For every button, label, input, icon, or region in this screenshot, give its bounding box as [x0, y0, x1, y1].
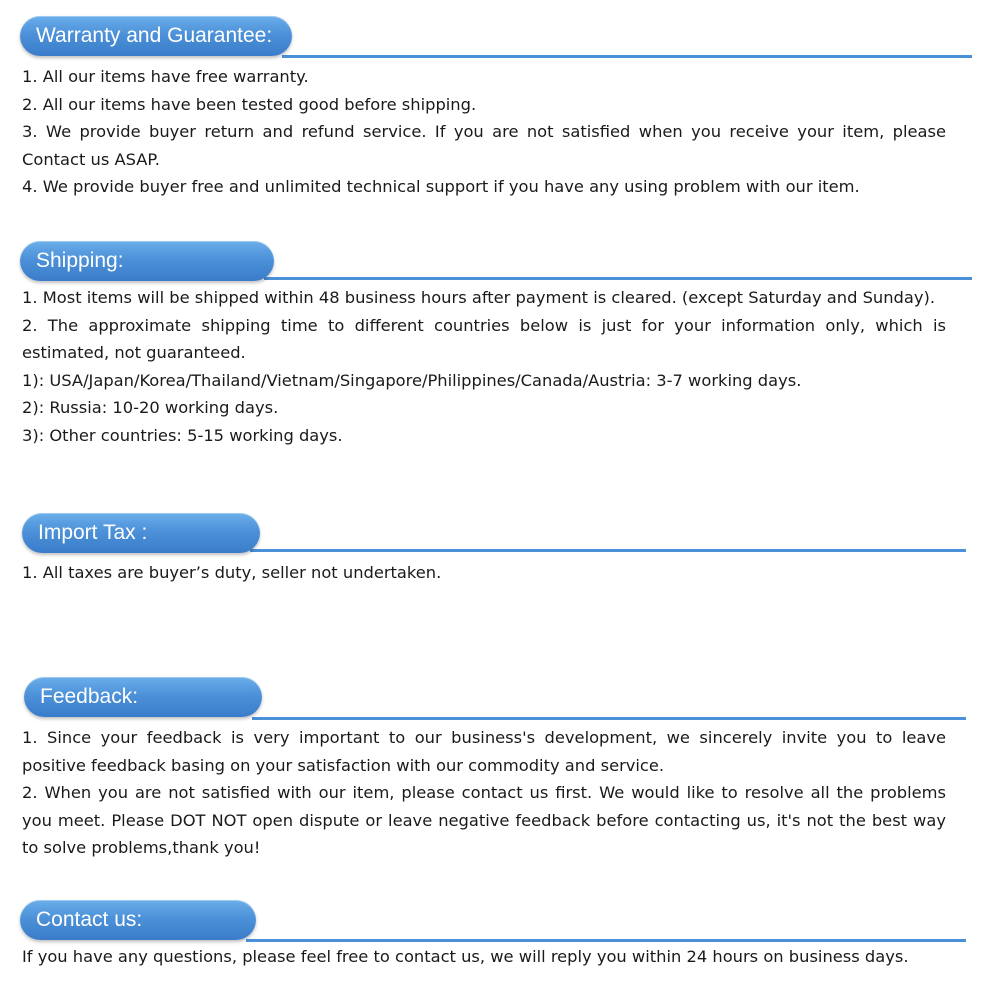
section-divider [282, 55, 972, 58]
list-item: 3. We provide buyer return and refund service. If you are not satisfied when you receive your item, please Contact us ASAP. [22, 122, 946, 169]
list-item: 1): USA/Japan/Korea/Thailand/Vietnam/Singapore/Philippines/Canada/Austria: 3-7 working days. [22, 370, 802, 390]
section-title-pill [22, 513, 260, 553]
list-item: 2. The approximate shipping time to different countries below is just for your information only, which is estimated, not guaranteed. [22, 315, 946, 362]
section-divider [250, 549, 966, 552]
section-body [22, 724, 946, 862]
section-title-pill [20, 241, 274, 281]
list-item: 1. Since your feedback is very important to our business's development, we sincerely invite you to leave positive feedback basing on your satisfaction with our commodity and service. [22, 728, 946, 775]
section-title: Contact us: [36, 908, 143, 931]
list-item: 1. All our items have free warranty. [22, 67, 309, 86]
list-item: 2): Russia: 10-20 working days. [22, 398, 279, 417]
list-item: 1. All taxes are buyer’s duty, seller not undertaken. [22, 563, 442, 582]
section-body [22, 284, 946, 449]
section-body [22, 63, 946, 201]
section-divider [252, 717, 966, 720]
section-title: Import Tax : [38, 521, 148, 544]
section-divider [264, 277, 972, 280]
list-item: 3): Other countries: 5-15 working days. [22, 425, 343, 445]
section-body [22, 559, 946, 587]
section-title: Feedback: [40, 685, 139, 708]
section-title-pill [24, 677, 262, 717]
section-title: Warranty and Guarantee: [36, 24, 273, 47]
list-item: 4. We provide buyer free and unlimited technical support if you have any using problem with our item. [22, 177, 860, 196]
list-item: If you have any questions, please feel free to contact us, we will reply you within 24 hours on business days. [22, 947, 909, 966]
section-title-pill [20, 16, 292, 56]
section-title: Shipping: [36, 249, 124, 272]
section-divider [246, 939, 966, 942]
section-title-pill [20, 900, 256, 940]
list-item: 2. All our items have been tested good before shipping. [22, 94, 477, 114]
list-item: 2. When you are not satisfied with our item, please contact us first. We would like to resolve all the problems you meet. Please DOT NOT open dispute or leave negative feedback before contacting us, it's not the best way to solve problems,thank you! [22, 783, 946, 857]
section-body [22, 943, 946, 971]
list-item: 1. Most items will be shipped within 48 business hours after payment is cleared. (except Saturday and Sunday). [22, 288, 936, 307]
